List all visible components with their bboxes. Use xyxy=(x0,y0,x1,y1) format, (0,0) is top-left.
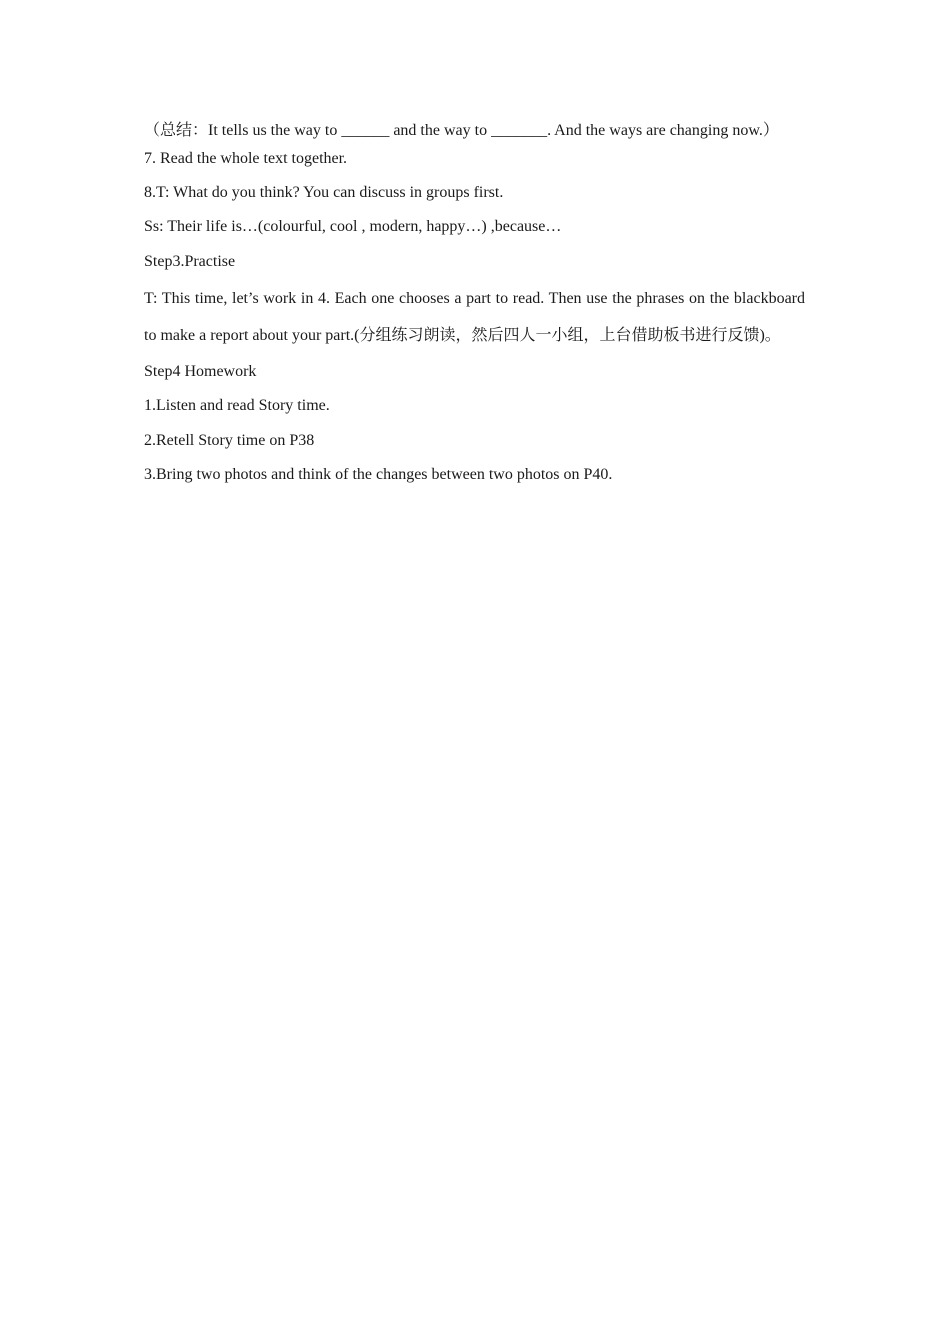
homework-item-3: 3.Bring two photos and think of the changes between two photos on P40. xyxy=(144,466,613,483)
step-item-7: 7. Read the whole text together. xyxy=(144,150,348,167)
step3-heading: Step3.Practise xyxy=(144,253,236,270)
homework-item-1: 1.Listen and read Story time. xyxy=(144,397,330,414)
homework-item-2: 2.Retell Story time on P38 xyxy=(144,432,315,449)
step4-heading: Step4 Homework xyxy=(144,363,257,380)
step-item-8: 8.T: What do you think? You can discuss in groups first. xyxy=(144,184,504,201)
students-response: Ss: Their life is…(colourful, cool , modern, happy…) ,because… xyxy=(144,218,562,235)
practise-instruction: T: This time, let’s work in 4. Each one chooses a part to read. Then use the phrases on the blackboard to make a report about your part.(分组练习朗读，然后四人一小组，上台借助板书进行反馈)。 xyxy=(144,290,805,344)
summary-paragraph: （总结：It tells us the way to ______ and the way to _______. And the ways are changing now.） xyxy=(144,122,779,139)
document-body xyxy=(144,112,805,485)
